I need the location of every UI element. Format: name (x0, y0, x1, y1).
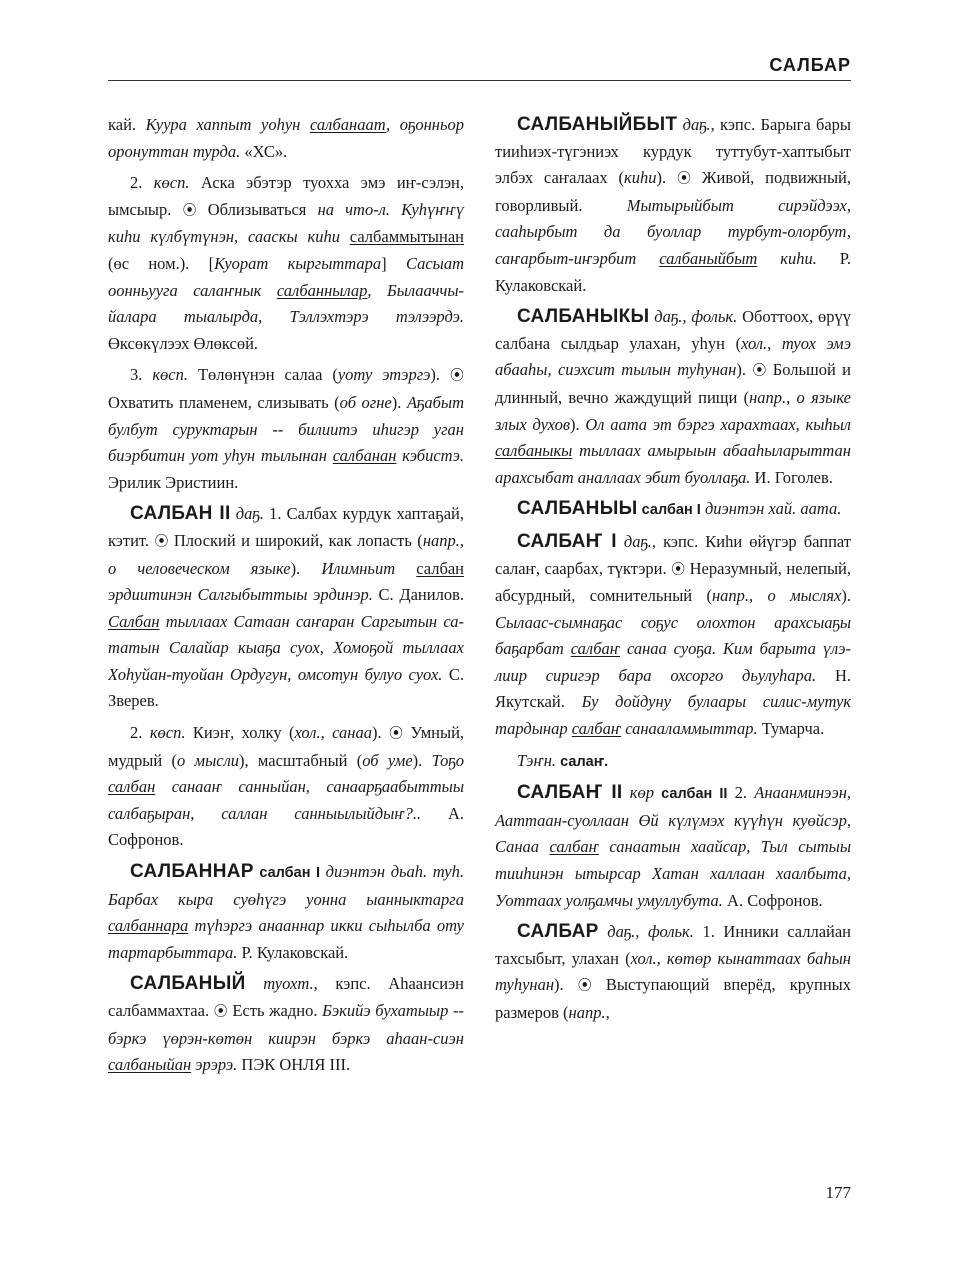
sense-2 (108, 720, 464, 854)
translation: Неразумный, нелепый, абсурдный, сомнительный ( (495, 558, 851, 606)
text: , (605, 1003, 610, 1022)
headword-in-example: салбаҥ (549, 837, 599, 857)
sense-3 (108, 362, 464, 496)
note: о мысли (177, 750, 240, 770)
entry-salbar (495, 919, 851, 1026)
label: көр (629, 783, 654, 803)
headword-in-example: салбаннара (108, 916, 189, 936)
note: киһи (624, 168, 657, 188)
text: ). (656, 168, 677, 188)
text: ). (841, 586, 851, 606)
entry-headword: САЛБАНЫЫ (517, 498, 638, 520)
translation-marker-icon: ⦿ (676, 171, 691, 188)
definition: Аска эбэтэр туохха эмэ иҥ-сэлэн, ымсыыр. (108, 173, 464, 219)
headword-in-example: салбан (108, 777, 156, 797)
definition: 1. Инники саллайан тахсыбыт, улахан ( (495, 922, 852, 968)
source: Тумарча. (757, 719, 825, 739)
source: Р. Кулаковскай. (237, 942, 349, 962)
label: даҕ. (682, 115, 711, 134)
headword-in-example: салбаммытынан (349, 227, 464, 247)
entry-headword: САЛБАҤ I (517, 530, 617, 552)
headword-in-example: салбаҥ (570, 639, 621, 659)
entry-salbang-1 (495, 529, 851, 743)
example-text: , Былааччыйалара тыалырда, Тэллэхтэрэ тэлээрдэ. (108, 280, 464, 327)
example-text: түһэргэ анааннар икки сыһылба оту тартарбыттара. (108, 916, 464, 962)
cross-reference: салбан II (661, 786, 728, 803)
note: напр., о человеческом языке (108, 530, 464, 578)
page-number: 177 (825, 1183, 851, 1202)
headword-in-example: салбаҥ (571, 719, 622, 739)
entry-salbanyky (495, 304, 851, 491)
headword-in-example: салбанан (332, 446, 397, 466)
example-text: тыллаах Сатаан саҥаран Саргытын сататын Салайар кыаҕа суох, Хомоҕой тыллаах Хоһуйан-туойан Ордугун, омсотун булуо суох. (108, 611, 464, 684)
translation-marker-icon: ⦿ (213, 1004, 228, 1020)
example-text: санааҥ санныйан, санаарҕаабыттыы салбаҕыран, саллан санныылыйдыҥ?.. (108, 777, 464, 823)
headword-in-example: салбан (416, 558, 464, 578)
example-text: Куорат кыргыттара (214, 253, 382, 273)
note: хол., туох эмэ абааһы, сиэхсит тылын туһунан (495, 333, 851, 380)
text: ). (570, 414, 586, 434)
definition: 1. Салбах курдук хаптаҕай, кэтит. (108, 504, 464, 550)
cross-reference: салбан I (641, 502, 701, 519)
example-text: Тоҕо (431, 750, 464, 770)
translation: Охватить пламенем, слизывать ( (108, 392, 340, 412)
note: об огне (339, 392, 392, 412)
example-text: Мытырыйбыт сирэйдээх, сааһырбыт да буоллар турбут-олорбут, саҥарбыт-иҥэрбит (495, 195, 851, 268)
note: напр., о мыслях (712, 586, 842, 606)
label: даҕ., фольк. (654, 307, 738, 327)
entry-salbannar (108, 859, 464, 966)
definition: , кэпс. Барыга бары тииһиэх-түгэниэх курдук туттубут-хаптыбыт элбэх саҥалаах ( (495, 115, 851, 188)
entry-headword: САЛБАНЫЙ (130, 973, 246, 995)
example-text: эрдиитинэн Салгыбыттыы эрдинэр. (108, 585, 373, 605)
source: С. Данилов. (372, 585, 464, 605)
source: Н. Якутскай. (495, 665, 851, 712)
compare-note (495, 748, 851, 776)
entry-headword: САЛБАНЫЙБЫТ (517, 114, 678, 135)
translation: ), масштабный ( (239, 750, 363, 770)
headword-in-example: салбаныйбыт (659, 248, 758, 268)
label: даҕ. (623, 531, 652, 551)
translation-marker-icon: ⦿ (577, 978, 592, 995)
right-column (495, 112, 851, 1032)
headword-in-example: салбаныкы (495, 441, 573, 461)
example-text: Анаанминээн, Ааттаан-суоллаан Өй күлүмэх күүһүн куөйсэр, Санаа (495, 783, 852, 857)
entry-salbanyi (108, 971, 464, 1078)
translation: Выступающий вперёд, крупных размеров ( (495, 975, 851, 1022)
translation-marker-icon: ⦿ (182, 202, 197, 219)
source: А. Софронов. (108, 803, 464, 850)
note: уоту этэргэ (337, 365, 431, 385)
headword-in-example: Салбан (108, 611, 160, 631)
headword-in-example: салбаныйан (108, 1055, 192, 1075)
example-text: Бу дойдуну булаары силис-мутук тардынар (495, 692, 851, 739)
left-column (108, 112, 464, 1084)
example-text: , оҕонньор оронуттан турда. (108, 115, 464, 161)
text: ). (290, 558, 322, 578)
text: ). (554, 975, 578, 995)
example-text: санааламмыттар. (621, 719, 758, 739)
text: (өс ном.). [ (108, 253, 215, 273)
label: Тэҥн. (517, 750, 557, 770)
source: С. Зверев. (108, 664, 464, 711)
translation: Умный, мудрый ( (108, 723, 465, 770)
translation: Живой, подвижный, говорливый. (495, 168, 852, 215)
text: ). (391, 392, 407, 412)
translation: Есть жадно. (227, 1001, 323, 1020)
example-text: Куура хаппыт уоһун (145, 115, 310, 134)
sense-number: 3. (130, 365, 153, 385)
translation-marker-icon: ⦿ (450, 368, 464, 385)
definition: Киэҥ, холку ( (185, 723, 295, 743)
example-text: Ол аата эт бэргэ харахтаах, кыһыл (585, 414, 852, 434)
entry-headword: САЛБАН II (130, 503, 231, 525)
source: «ХС». (240, 141, 288, 161)
text: кай. (108, 115, 146, 134)
example-text: Аҕабыт булбут суруктарын -- билиитэ иһигэр уган биэрбитин уот уһун тылынан (108, 392, 464, 466)
note: хол., санаа (294, 723, 372, 743)
headword-in-example: салбаннылар (276, 280, 368, 300)
text: ). (430, 365, 450, 385)
headword-in-example: салбанаат (309, 115, 387, 134)
note: напр. (568, 1003, 606, 1022)
header-rule (108, 80, 851, 81)
definition: , кэпс. Аһаансиэн салбаммахтаа. (108, 974, 464, 1020)
source: И. Гоголев. (750, 467, 833, 487)
translation-marker-icon: ⦿ (154, 533, 169, 550)
cross-reference: салаҥ. (560, 753, 609, 770)
example-text: Илимньит (321, 558, 417, 578)
sense-number: 2. (727, 783, 755, 803)
definition: , кэпс. Киһи өйүгэр баппат салаҥ, саарбах, түктэри. (495, 531, 852, 578)
translation-marker-icon: ⦿ (752, 363, 767, 380)
label: көсп. (152, 365, 188, 385)
example-text: санаа суоҕа. Ким барыта үлэлиир сиригэр бара охсорго дьулуһара. (495, 639, 851, 685)
translation: Плоский и широкий, как лопасть ( (168, 530, 423, 550)
entry-salban-2 (108, 501, 464, 715)
cross-reference: салбан I (259, 865, 321, 882)
label: көсп. (149, 723, 186, 743)
running-header-headword: САЛБАР (769, 55, 851, 75)
entry-salbanyy (495, 496, 851, 524)
translation-marker-icon: ⦿ (389, 726, 404, 743)
entry-continuation (108, 112, 464, 165)
example-text: санаатын хаайсар, Тыл сытыы тииһинэн ытырсар Хатан халлаан хаалбыта, Уоттаах уолҕамчы умуллубута. (495, 837, 851, 910)
entry-salbang-2 (495, 780, 851, 914)
sense-number: 2. (130, 173, 154, 193)
source: А. Софронов. (722, 890, 823, 910)
definition: Оботтоох, өрүү салбана сылдьар улахан, уһун ( (495, 307, 851, 353)
sense-2 (108, 170, 464, 357)
label: көсп. (153, 173, 190, 193)
translation: Большой и длинный, вечно жаждущий пищи ( (495, 360, 852, 407)
example-text: эрэрэ. (191, 1055, 238, 1075)
example-text: Бэкийэ бухатыыр -- бэркэ үөрэн-көтөн киирэн бэркэ аһаан-сиэн (108, 1001, 464, 1048)
label: туохт. (263, 974, 314, 994)
note: напр., о языке злых духов (495, 387, 851, 434)
example-text: Сылаас-сымнаҕас соҕус олохтон арахсыаҕы баҕарбат (495, 612, 851, 659)
source: Өксөкүлээх Өлөксөй. (108, 333, 259, 353)
translation: Облизываться (196, 199, 318, 219)
text: ). (412, 750, 432, 770)
definition: Төлөнүнэн салаа ( (188, 365, 338, 385)
example-text: киһи. (757, 248, 817, 268)
translation-marker-icon: ⦿ (671, 561, 686, 578)
entry-headword: САЛБАННАР (130, 861, 254, 883)
label: даҕ. (235, 504, 264, 524)
source: Р. Кулаковскай. (495, 248, 851, 295)
note: хол., көтөр кынаттаах баһын туһунан (495, 948, 851, 995)
text: ). (736, 360, 753, 380)
entry-headword: САЛБАР (517, 921, 599, 943)
example-text: на что-л. Куһүҥҥү киһи күлбүтүнэн, сааскы киһи (108, 199, 465, 247)
source: ПЭК ОНЛЯ III. (237, 1055, 351, 1075)
text: ] (381, 253, 406, 273)
label: даҕ., фольк. (607, 922, 694, 942)
note: диэнтэн хай. аата. (704, 499, 842, 519)
example-text: Сасыат оонньууга салаҥнык (108, 253, 465, 300)
text: ). (371, 723, 390, 743)
entry-salbanyibyt (495, 112, 851, 299)
source: Эрилик Эристиин. (108, 472, 239, 492)
example-text: диэнтэн дьаһ. туһ. Барбах кыра суөһүгэ уонна ыанныктарга (108, 862, 464, 909)
note: об уме (362, 750, 413, 770)
example-text: тыллаах амырыын абааһыларыттан арахсыбат аналлаах эбит буоллаҕа. (495, 441, 851, 487)
entry-headword: САЛБАҤ II (517, 782, 623, 804)
sense-number: 2. (130, 723, 150, 743)
entry-headword: САЛБАНЫКЫ (517, 306, 650, 328)
example-text: кэбистэ. (396, 446, 464, 466)
